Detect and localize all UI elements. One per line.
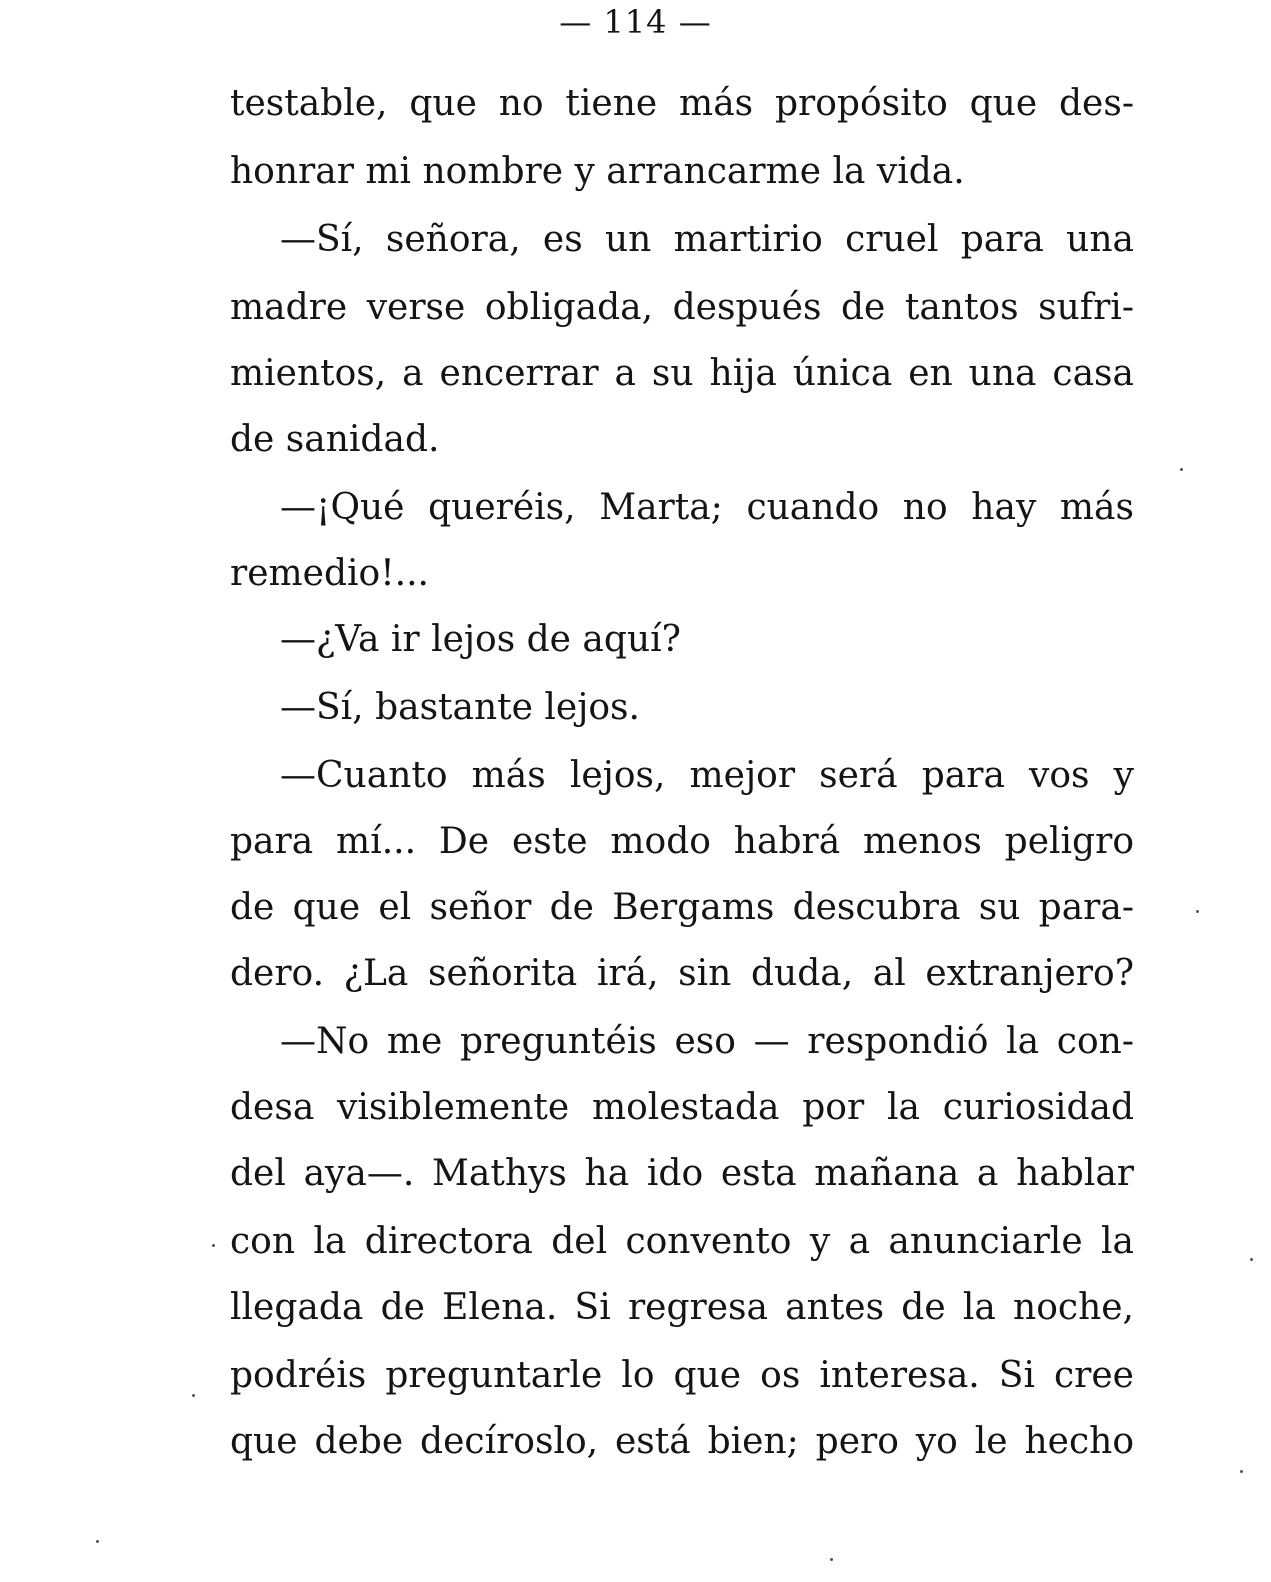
text-line: —Cuanto más lejos, mejor será para vos y [280, 755, 1134, 796]
text-line: podréis preguntarle lo que os interesa. Si cree [230, 1355, 1134, 1396]
text-line: —Sí, señora, es un martirio cruel para una [280, 219, 1134, 260]
text-line: desa visiblemente molestada por la curiosidad [230, 1087, 1134, 1128]
text-line: —¿Va ir lejos de aquí? [280, 619, 681, 660]
scan-speck [1180, 468, 1183, 471]
text-line: llegada de Elena. Si regresa antes de la noche, [230, 1287, 1134, 1328]
text-line: que debe decíroslo, está bien; pero yo le hecho [230, 1421, 1134, 1462]
text-line: con la directora del convento y a anunciarle la [230, 1221, 1134, 1262]
scan-speck [1240, 1470, 1243, 1473]
text-line: dero. ¿La señorita irá, sin duda, al extranjero? [230, 953, 1134, 994]
text-line: —Sí, bastante lejos. [280, 687, 640, 728]
text-line: de que el señor de Bergams descubra su para- [230, 887, 1134, 928]
text-line: testable, que no tiene más propósito que des- [230, 83, 1134, 124]
scan-speck [96, 1540, 99, 1543]
text-line: madre verse obligada, después de tantos sufri- [230, 287, 1134, 328]
scan-speck [192, 1394, 195, 1397]
text-line: —¡Qué queréis, Marta; cuando no hay más [280, 487, 1134, 528]
text-line: —No me preguntéis eso — respondió la con- [280, 1021, 1134, 1062]
text-line: remedio!... [230, 553, 429, 594]
text-line: honrar mi nombre y arrancarme la vida. [230, 151, 965, 192]
scan-speck [830, 1558, 833, 1561]
scan-speck [212, 1244, 215, 1247]
text-line: del aya—. Mathys ha ido esta mañana a hablar [230, 1153, 1134, 1194]
scan-speck [1250, 1258, 1253, 1261]
scan-speck [1196, 910, 1199, 913]
text-line: mientos, a encerrar a su hija única en una casa [230, 353, 1134, 394]
text-line: para mí... De este modo habrá menos peligro [230, 821, 1134, 862]
text-line: de sanidad. [230, 419, 440, 460]
page-number: — 114 — [559, 3, 712, 41]
